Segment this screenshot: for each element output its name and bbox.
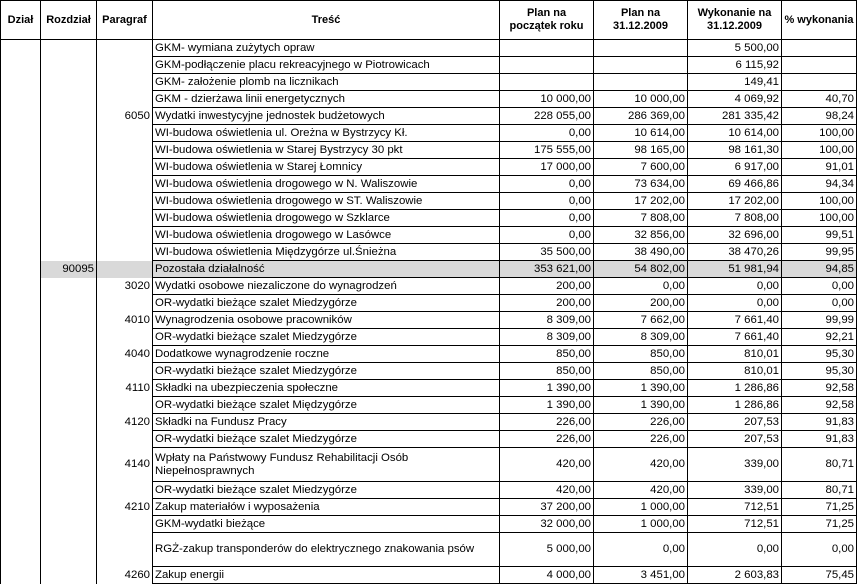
cell-wykonanie: 69 466,86 bbox=[688, 176, 782, 193]
cell-dzial bbox=[1, 227, 41, 244]
cell-rozdzial bbox=[41, 533, 97, 567]
cell-wykonanie: 0,00 bbox=[688, 295, 782, 312]
cell-tresc: WI-budowa oświetlenia Międzygórze ul.Śnieżna bbox=[153, 244, 500, 261]
table-row bbox=[1, 210, 857, 227]
col-header-wykonanie: Wykonanie na 31.12.2009 bbox=[688, 1, 782, 40]
table-row bbox=[1, 125, 857, 142]
cell-wykonanie: 207,53 bbox=[688, 414, 782, 431]
cell-paragraf bbox=[97, 176, 153, 193]
cell-paragraf bbox=[97, 74, 153, 91]
table-row bbox=[1, 91, 857, 108]
table-row bbox=[1, 346, 857, 363]
cell-percent: 98,24 bbox=[782, 108, 857, 125]
cell-paragraf bbox=[97, 533, 153, 567]
cell-tresc: Wpłaty na Państwowy Fundusz Rehabilitacji Osób Niepełnosprawnych bbox=[153, 448, 500, 482]
cell-plan-end: 10 000,00 bbox=[594, 91, 688, 108]
table-row bbox=[1, 312, 857, 329]
table-row bbox=[1, 414, 857, 431]
cell-wykonanie: 712,51 bbox=[688, 499, 782, 516]
cell-percent bbox=[782, 74, 857, 91]
cell-plan-start: 35 500,00 bbox=[500, 244, 594, 261]
cell-tresc: WI-budowa oświetlenia drogowego w ST. Waliszowie bbox=[153, 193, 500, 210]
table-row bbox=[1, 533, 857, 567]
cell-plan-end: 38 490,00 bbox=[594, 244, 688, 261]
cell-percent: 95,30 bbox=[782, 346, 857, 363]
cell-rozdzial bbox=[41, 278, 97, 295]
cell-percent: 91,83 bbox=[782, 414, 857, 431]
cell-percent: 99,99 bbox=[782, 312, 857, 329]
cell-wykonanie: 0,00 bbox=[688, 533, 782, 567]
cell-plan-start: 226,00 bbox=[500, 414, 594, 431]
cell-paragraf bbox=[97, 261, 153, 278]
cell-plan-start: 8 309,00 bbox=[500, 329, 594, 346]
cell-plan-end: 420,00 bbox=[594, 448, 688, 482]
table-row bbox=[1, 244, 857, 261]
cell-plan-end: 32 856,00 bbox=[594, 227, 688, 244]
cell-rozdzial bbox=[41, 482, 97, 499]
cell-plan-start: 200,00 bbox=[500, 278, 594, 295]
cell-tresc: OR-wydatki bieżące szalet Miedzygórze bbox=[153, 295, 500, 312]
cell-rozdzial bbox=[41, 193, 97, 210]
cell-wykonanie: 98 161,30 bbox=[688, 142, 782, 159]
cell-paragraf bbox=[97, 159, 153, 176]
cell-plan-start: 420,00 bbox=[500, 482, 594, 499]
table-body bbox=[1, 40, 857, 584]
cell-dzial bbox=[1, 533, 41, 567]
cell-percent: 0,00 bbox=[782, 533, 857, 567]
cell-percent: 100,00 bbox=[782, 193, 857, 210]
table-row bbox=[1, 295, 857, 312]
cell-dzial bbox=[1, 125, 41, 142]
cell-wykonanie: 149,41 bbox=[688, 74, 782, 91]
cell-plan-start: 850,00 bbox=[500, 346, 594, 363]
cell-rozdzial bbox=[41, 40, 97, 57]
cell-rozdzial bbox=[41, 125, 97, 142]
cell-paragraf: 4140 bbox=[97, 448, 153, 482]
cell-tresc: WI-budowa oświetlenia w Starej Łomnicy bbox=[153, 159, 500, 176]
cell-dzial bbox=[1, 193, 41, 210]
cell-percent: 0,00 bbox=[782, 295, 857, 312]
cell-dzial bbox=[1, 516, 41, 533]
cell-rozdzial bbox=[41, 448, 97, 482]
cell-plan-end: 73 634,00 bbox=[594, 176, 688, 193]
cell-wykonanie: 38 470,26 bbox=[688, 244, 782, 261]
col-header-paragraf: Paragraf bbox=[97, 1, 153, 40]
cell-percent: 94,34 bbox=[782, 176, 857, 193]
cell-dzial bbox=[1, 278, 41, 295]
cell-paragraf bbox=[97, 125, 153, 142]
cell-plan-end: 200,00 bbox=[594, 295, 688, 312]
cell-tresc: OR-wydatki bieżące szalet Miedzygórze bbox=[153, 329, 500, 346]
cell-plan-start: 0,00 bbox=[500, 227, 594, 244]
cell-percent bbox=[782, 57, 857, 74]
cell-paragraf bbox=[97, 516, 153, 533]
cell-dzial bbox=[1, 142, 41, 159]
cell-wykonanie: 339,00 bbox=[688, 482, 782, 499]
cell-dzial bbox=[1, 397, 41, 414]
cell-percent: 99,51 bbox=[782, 227, 857, 244]
cell-plan-start: 4 000,00 bbox=[500, 567, 594, 584]
cell-rozdzial: 90095 bbox=[41, 261, 97, 278]
cell-tresc: Składki na Fundusz Pracy bbox=[153, 414, 500, 431]
cell-plan-start: 10 000,00 bbox=[500, 91, 594, 108]
cell-plan-start: 200,00 bbox=[500, 295, 594, 312]
cell-dzial bbox=[1, 108, 41, 125]
table-row bbox=[1, 159, 857, 176]
cell-tresc: WI-budowa oświetlenia drogowego w Szklarce bbox=[153, 210, 500, 227]
cell-tresc: OR-wydatki bieżące szalet Międzygórze bbox=[153, 397, 500, 414]
cell-wykonanie: 810,01 bbox=[688, 346, 782, 363]
cell-dzial bbox=[1, 346, 41, 363]
cell-tresc: OR-wydatki bieżące szalet Miedzygórze bbox=[153, 431, 500, 448]
cell-plan-end: 7 600,00 bbox=[594, 159, 688, 176]
cell-rozdzial bbox=[41, 431, 97, 448]
cell-percent: 94,85 bbox=[782, 261, 857, 278]
cell-rozdzial bbox=[41, 414, 97, 431]
cell-plan-end: 420,00 bbox=[594, 482, 688, 499]
cell-rozdzial bbox=[41, 295, 97, 312]
cell-plan-start: 8 309,00 bbox=[500, 312, 594, 329]
cell-wykonanie: 7 661,40 bbox=[688, 312, 782, 329]
cell-percent: 0,00 bbox=[782, 278, 857, 295]
cell-tresc: GKM- wymiana zużytych opraw bbox=[153, 40, 500, 57]
cell-rozdzial bbox=[41, 244, 97, 261]
cell-rozdzial bbox=[41, 499, 97, 516]
cell-plan-start: 0,00 bbox=[500, 176, 594, 193]
cell-paragraf bbox=[97, 57, 153, 74]
cell-wykonanie: 339,00 bbox=[688, 448, 782, 482]
cell-dzial bbox=[1, 74, 41, 91]
cell-plan-start: 17 000,00 bbox=[500, 159, 594, 176]
cell-plan-end: 226,00 bbox=[594, 414, 688, 431]
cell-tresc: Wydatki osobowe niezaliczone do wynagrodzeń bbox=[153, 278, 500, 295]
cell-tresc: Wydatki inwestycyjne jednostek budżetowych bbox=[153, 108, 500, 125]
cell-dzial bbox=[1, 448, 41, 482]
cell-wykonanie: 1 286,86 bbox=[688, 397, 782, 414]
cell-dzial bbox=[1, 159, 41, 176]
cell-paragraf bbox=[97, 210, 153, 227]
cell-plan-start bbox=[500, 40, 594, 57]
cell-tresc: WI-budowa oświetlenia w Starej Bystrzycy 30 pkt bbox=[153, 142, 500, 159]
cell-wykonanie: 810,01 bbox=[688, 363, 782, 380]
cell-percent: 71,25 bbox=[782, 499, 857, 516]
cell-tresc: Składki na ubezpieczenia społeczne bbox=[153, 380, 500, 397]
cell-paragraf bbox=[97, 363, 153, 380]
cell-tresc: GKM- założenie plomb na licznikach bbox=[153, 74, 500, 91]
cell-rozdzial bbox=[41, 567, 97, 584]
cell-dzial bbox=[1, 431, 41, 448]
cell-wykonanie: 7 661,40 bbox=[688, 329, 782, 346]
cell-percent: 100,00 bbox=[782, 125, 857, 142]
table-row bbox=[1, 431, 857, 448]
table-row bbox=[1, 74, 857, 91]
cell-plan-start: 37 200,00 bbox=[500, 499, 594, 516]
cell-plan-end: 850,00 bbox=[594, 346, 688, 363]
cell-plan-start: 850,00 bbox=[500, 363, 594, 380]
cell-dzial bbox=[1, 91, 41, 108]
cell-plan-end bbox=[594, 57, 688, 74]
cell-percent: 80,71 bbox=[782, 482, 857, 499]
cell-wykonanie: 4 069,92 bbox=[688, 91, 782, 108]
table-row bbox=[1, 57, 857, 74]
cell-tresc: GKM-wydatki bieżące bbox=[153, 516, 500, 533]
col-header-percent: % wykonania bbox=[782, 1, 857, 40]
cell-percent: 40,70 bbox=[782, 91, 857, 108]
cell-percent: 100,00 bbox=[782, 142, 857, 159]
cell-wykonanie: 17 202,00 bbox=[688, 193, 782, 210]
cell-paragraf: 4110 bbox=[97, 380, 153, 397]
table-row bbox=[1, 516, 857, 533]
cell-tresc: OR-wydatki bieżące szalet Miedzygórze bbox=[153, 363, 500, 380]
cell-wykonanie: 0,00 bbox=[688, 278, 782, 295]
cell-rozdzial bbox=[41, 108, 97, 125]
cell-plan-end bbox=[594, 74, 688, 91]
cell-tresc: GKM - dzierżawa linii energetycznych bbox=[153, 91, 500, 108]
cell-tresc: WI-budowa oświetlenia drogowego w Lasówce bbox=[153, 227, 500, 244]
cell-paragraf: 4040 bbox=[97, 346, 153, 363]
cell-plan-end: 1 390,00 bbox=[594, 397, 688, 414]
table-header bbox=[1, 1, 857, 40]
cell-tresc: Zakup energii bbox=[153, 567, 500, 584]
cell-plan-end: 17 202,00 bbox=[594, 193, 688, 210]
table-row bbox=[1, 227, 857, 244]
cell-plan-end: 850,00 bbox=[594, 363, 688, 380]
cell-percent: 92,21 bbox=[782, 329, 857, 346]
cell-tresc: Dodatkowe wynagrodzenie roczne bbox=[153, 346, 500, 363]
cell-dzial bbox=[1, 329, 41, 346]
cell-plan-start: 5 000,00 bbox=[500, 533, 594, 567]
cell-paragraf bbox=[97, 142, 153, 159]
table-row bbox=[1, 482, 857, 499]
col-header-plan-start: Plan na początek roku bbox=[500, 1, 594, 40]
cell-wykonanie: 10 614,00 bbox=[688, 125, 782, 142]
col-header-dzial: Dział bbox=[1, 1, 41, 40]
cell-plan-start bbox=[500, 74, 594, 91]
cell-tresc: Pozostała działalność bbox=[153, 261, 500, 278]
cell-percent: 91,83 bbox=[782, 431, 857, 448]
cell-plan-end: 1 000,00 bbox=[594, 516, 688, 533]
table-row bbox=[1, 40, 857, 57]
cell-percent: 91,01 bbox=[782, 159, 857, 176]
cell-rozdzial bbox=[41, 516, 97, 533]
cell-wykonanie: 6 115,92 bbox=[688, 57, 782, 74]
table-row bbox=[1, 142, 857, 159]
cell-wykonanie: 5 500,00 bbox=[688, 40, 782, 57]
cell-plan-end: 8 309,00 bbox=[594, 329, 688, 346]
cell-paragraf bbox=[97, 397, 153, 414]
col-header-rozdzial: Rozdział bbox=[41, 1, 97, 40]
cell-dzial bbox=[1, 57, 41, 74]
cell-paragraf bbox=[97, 193, 153, 210]
cell-dzial bbox=[1, 210, 41, 227]
cell-wykonanie: 7 808,00 bbox=[688, 210, 782, 227]
cell-plan-start: 1 390,00 bbox=[500, 380, 594, 397]
cell-percent: 92,58 bbox=[782, 380, 857, 397]
cell-paragraf bbox=[97, 295, 153, 312]
cell-dzial bbox=[1, 176, 41, 193]
table-row bbox=[1, 448, 857, 482]
cell-plan-end: 0,00 bbox=[594, 533, 688, 567]
table-row bbox=[1, 397, 857, 414]
cell-tresc: WI-budowa oświetlenia drogowego w N. Waliszowie bbox=[153, 176, 500, 193]
cell-rozdzial bbox=[41, 210, 97, 227]
cell-rozdzial bbox=[41, 397, 97, 414]
cell-paragraf: 4210 bbox=[97, 499, 153, 516]
table-row bbox=[1, 499, 857, 516]
cell-paragraf bbox=[97, 244, 153, 261]
cell-tresc: RGŻ-zakup transponderów do elektrycznego znakowania psów bbox=[153, 533, 500, 567]
table-row bbox=[1, 278, 857, 295]
cell-percent bbox=[782, 40, 857, 57]
cell-dzial bbox=[1, 244, 41, 261]
cell-rozdzial bbox=[41, 346, 97, 363]
cell-rozdzial bbox=[41, 363, 97, 380]
cell-paragraf bbox=[97, 40, 153, 57]
cell-rozdzial bbox=[41, 176, 97, 193]
cell-tresc: OR-wydatki bieżące szalet Miedzygórze bbox=[153, 482, 500, 499]
cell-dzial bbox=[1, 567, 41, 584]
cell-dzial bbox=[1, 414, 41, 431]
cell-paragraf bbox=[97, 431, 153, 448]
table-row bbox=[1, 261, 857, 278]
cell-wykonanie: 6 917,00 bbox=[688, 159, 782, 176]
cell-plan-end: 0,00 bbox=[594, 278, 688, 295]
cell-tresc: GKM-podłączenie placu rekreacyjnego w Piotrowicach bbox=[153, 57, 500, 74]
cell-wykonanie: 51 981,94 bbox=[688, 261, 782, 278]
cell-plan-end: 10 614,00 bbox=[594, 125, 688, 142]
cell-dzial bbox=[1, 295, 41, 312]
cell-plan-start: 228 055,00 bbox=[500, 108, 594, 125]
cell-percent: 71,25 bbox=[782, 516, 857, 533]
cell-wykonanie: 32 696,00 bbox=[688, 227, 782, 244]
table-row bbox=[1, 193, 857, 210]
cell-dzial bbox=[1, 499, 41, 516]
cell-plan-start: 1 390,00 bbox=[500, 397, 594, 414]
cell-rozdzial bbox=[41, 312, 97, 329]
cell-plan-end: 226,00 bbox=[594, 431, 688, 448]
table-row bbox=[1, 108, 857, 125]
cell-wykonanie: 712,51 bbox=[688, 516, 782, 533]
cell-plan-start: 226,00 bbox=[500, 431, 594, 448]
cell-tresc: Zakup materiałów i wyposażenia bbox=[153, 499, 500, 516]
cell-wykonanie: 207,53 bbox=[688, 431, 782, 448]
cell-plan-start: 0,00 bbox=[500, 125, 594, 142]
cell-paragraf bbox=[97, 227, 153, 244]
cell-plan-start: 353 621,00 bbox=[500, 261, 594, 278]
cell-tresc: WI-budowa oświetlenia ul. Oreżna w Bystrzycy Kł. bbox=[153, 125, 500, 142]
cell-paragraf bbox=[97, 91, 153, 108]
cell-dzial bbox=[1, 363, 41, 380]
table-row bbox=[1, 329, 857, 346]
cell-rozdzial bbox=[41, 380, 97, 397]
cell-plan-end: 7 662,00 bbox=[594, 312, 688, 329]
cell-plan-end: 98 165,00 bbox=[594, 142, 688, 159]
cell-wykonanie: 2 603,83 bbox=[688, 567, 782, 584]
cell-plan-end: 54 802,00 bbox=[594, 261, 688, 278]
cell-rozdzial bbox=[41, 159, 97, 176]
cell-dzial bbox=[1, 482, 41, 499]
cell-rozdzial bbox=[41, 227, 97, 244]
cell-tresc: Wynagrodzenia osobowe pracowników bbox=[153, 312, 500, 329]
cell-plan-end: 7 808,00 bbox=[594, 210, 688, 227]
cell-dzial bbox=[1, 312, 41, 329]
table-row bbox=[1, 567, 857, 584]
cell-dzial bbox=[1, 261, 41, 278]
col-header-plan-end: Plan na 31.12.2009 bbox=[594, 1, 688, 40]
cell-plan-start: 175 555,00 bbox=[500, 142, 594, 159]
cell-percent: 92,58 bbox=[782, 397, 857, 414]
cell-percent: 75,45 bbox=[782, 567, 857, 584]
cell-dzial bbox=[1, 380, 41, 397]
table-row bbox=[1, 363, 857, 380]
cell-paragraf: 4010 bbox=[97, 312, 153, 329]
cell-percent: 95,30 bbox=[782, 363, 857, 380]
cell-plan-start: 420,00 bbox=[500, 448, 594, 482]
cell-wykonanie: 281 335,42 bbox=[688, 108, 782, 125]
cell-paragraf bbox=[97, 329, 153, 346]
cell-plan-start bbox=[500, 57, 594, 74]
col-header-tresc: Treść bbox=[153, 1, 500, 40]
cell-dzial bbox=[1, 40, 41, 57]
cell-percent: 100,00 bbox=[782, 210, 857, 227]
cell-rozdzial bbox=[41, 329, 97, 346]
cell-rozdzial bbox=[41, 142, 97, 159]
cell-paragraf bbox=[97, 482, 153, 499]
cell-percent: 80,71 bbox=[782, 448, 857, 482]
cell-plan-end: 1 390,00 bbox=[594, 380, 688, 397]
cell-rozdzial bbox=[41, 91, 97, 108]
table-row bbox=[1, 380, 857, 397]
cell-plan-end: 1 000,00 bbox=[594, 499, 688, 516]
cell-rozdzial bbox=[41, 74, 97, 91]
cell-plan-end: 3 451,00 bbox=[594, 567, 688, 584]
cell-paragraf: 3020 bbox=[97, 278, 153, 295]
table-row bbox=[1, 176, 857, 193]
cell-plan-start: 32 000,00 bbox=[500, 516, 594, 533]
cell-plan-start: 0,00 bbox=[500, 210, 594, 227]
cell-percent: 99,95 bbox=[782, 244, 857, 261]
cell-wykonanie: 1 286,86 bbox=[688, 380, 782, 397]
cell-paragraf: 4260 bbox=[97, 567, 153, 584]
cell-paragraf: 6050 bbox=[97, 108, 153, 125]
cell-plan-end bbox=[594, 40, 688, 57]
cell-plan-start: 0,00 bbox=[500, 193, 594, 210]
cell-plan-end: 286 369,00 bbox=[594, 108, 688, 125]
cell-rozdzial bbox=[41, 57, 97, 74]
cell-paragraf: 4120 bbox=[97, 414, 153, 431]
